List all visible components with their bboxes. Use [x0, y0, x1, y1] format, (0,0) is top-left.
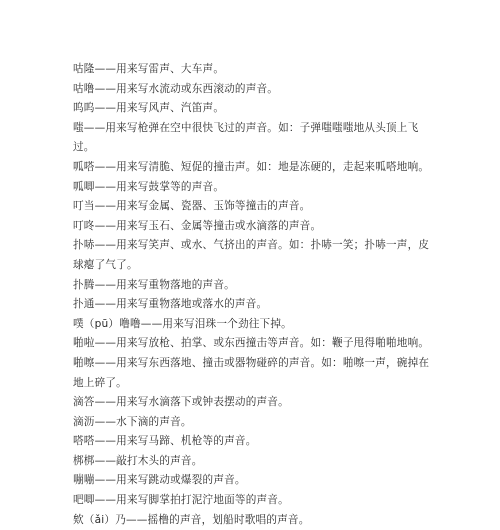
list-item: 叮当——用来写金属、瓷器、玉饰等撞击的声音。: [73, 200, 311, 213]
list-item: 扑通——用来写重物落地或落水的声音。: [73, 298, 268, 311]
list-item: 呱嗒——用来写清脆、短促的撞击声。如：地是冻硬的，走起来呱嗒地响。: [73, 160, 430, 173]
list-item: 嘣嘣——用来写跳动或爆裂的声音。: [73, 474, 246, 487]
list-item: 啪嚓——用来写东西落地、撞击或器物碰碎的声音。如：啪嚓一声，碗掉在地上碎了。: [73, 356, 430, 389]
list-item: 吧唧——用来写脚掌拍打泥泞地面等的声音。: [73, 494, 289, 507]
list-item: 叮咚——用来写玉石、金属等撞击或水滴落的声音。: [73, 219, 322, 232]
list-item: 噗（pū）噜噜——用来写泪珠一个劲往下掉。: [73, 317, 292, 330]
list-item: 嗤——用来写枪弹在空中很快飞过的声音。如：子弹嗤嗤嗤地从头顶上飞过。: [73, 121, 419, 154]
list-item: 咕噜——用来写水流动或东西滚动的声音。: [73, 82, 279, 95]
list-item: 欸（ǎi）乃——摇橹的声音，划船时歌唱的声音。: [73, 513, 310, 526]
onomatopoeia-list: [73, 60, 438, 530]
list-item: 滴答——用来写水滴落下或钟表摆动的声音。: [73, 396, 289, 409]
list-item: 嗒嗒——用来写马蹄、机枪等的声音。: [73, 435, 257, 448]
list-item: 梆梆——敲打木头的声音。: [73, 454, 203, 467]
list-item: 扑哧——用来写笑声、或水、气挤出的声音。如：扑哧一笑；扑哧一声，皮球瘪了气了。: [73, 239, 430, 271]
list-item: 咕隆——用来写雷声、大车声。: [73, 63, 225, 75]
list-item: 扑腾——用来写重物落地的声音。: [73, 278, 235, 291]
list-item: 啪啦——用来写放枪、拍掌、或东西撞击等声音。如：鞭子甩得啪啪地响。: [73, 337, 430, 350]
list-item: 滴沥——水下滴的声音。: [73, 415, 192, 428]
list-item: 呱唧——用来写鼓掌等的声音。: [73, 180, 225, 193]
list-item: 呜呜——用来写风声、汽笛声。: [73, 102, 225, 115]
